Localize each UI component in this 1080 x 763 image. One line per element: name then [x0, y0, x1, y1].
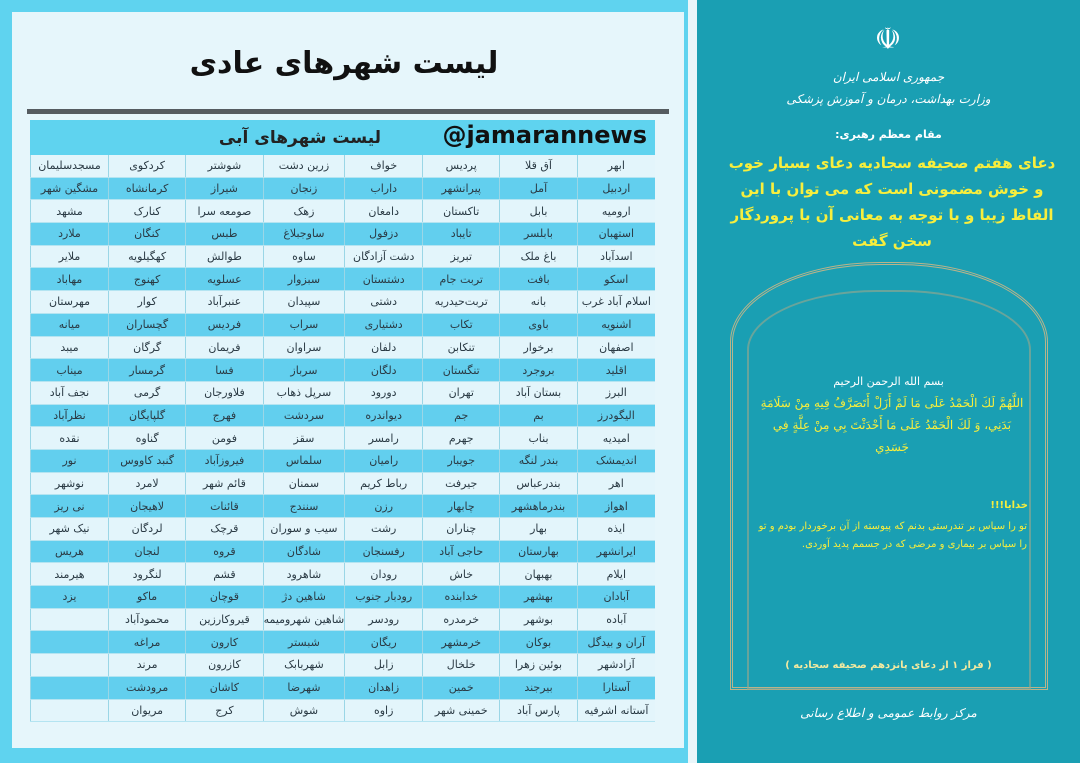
table-row [31, 223, 656, 246]
city-cell: رامیان [345, 449, 423, 472]
city-cell: لاهیجان [108, 495, 185, 518]
city-cell: چابهار [423, 495, 500, 518]
city-cell: دشتی [345, 291, 423, 314]
table-row [31, 359, 656, 382]
persian-translation: تو را سپاس بر تندرستی بدنم که پیوسته از آن برخوردار بودم و تو را سپاس بر بیماری و مرضی که در جسمم پدید آوردی. [758, 521, 1027, 550]
city-cell: کاشان [186, 676, 263, 699]
city-cell: سمنان [263, 472, 345, 495]
city-cell: کنگان [108, 223, 185, 246]
city-cell: گلپایگان [108, 404, 185, 427]
city-cell: قرچک [186, 518, 263, 541]
city-cell: کنارک [108, 200, 185, 223]
city-cell: بهارستان [500, 540, 577, 563]
city-cell: قوچان [186, 586, 263, 609]
city-cell: آمل [500, 177, 577, 200]
city-cell: سلماس [263, 449, 345, 472]
city-cell: ارومیه [577, 200, 655, 223]
city-cell: شاهین دژ [263, 586, 345, 609]
city-cell: فومن [186, 427, 263, 450]
city-cell: میانه [31, 313, 109, 336]
city-cell: خمین [423, 676, 500, 699]
city-cell: رودان [345, 563, 423, 586]
city-cell: تاکستان [423, 200, 500, 223]
city-cell: مرودشت [108, 676, 185, 699]
city-cell: لردگان [108, 518, 185, 541]
city-cell: گنبد کاووس [108, 449, 185, 472]
city-cell: بم [500, 404, 577, 427]
city-cell [31, 699, 109, 722]
city-cell: ساوه [263, 245, 345, 268]
city-cell: دیواندره [345, 404, 423, 427]
city-cell: مریوان [108, 699, 185, 722]
city-cell: رامسر [345, 427, 423, 450]
republic-label: جمهوری اسلامی ایران [832, 70, 945, 84]
city-cell: تنکابن [423, 336, 500, 359]
city-cell: یزد [31, 586, 109, 609]
city-cell: طوالش [186, 245, 263, 268]
city-cell: اردبیل [577, 177, 655, 200]
table-row [31, 427, 656, 450]
table-row [31, 586, 656, 609]
city-cell: بندر لنگه [500, 449, 577, 472]
table-row [31, 540, 656, 563]
page-title: لیست شهرهای عادی [189, 46, 499, 81]
city-cell: عسلویه [186, 268, 263, 291]
city-cell: بستان آباد [500, 381, 577, 404]
city-cell: آران و بیدگل [577, 631, 655, 654]
city-cell: بافت [500, 268, 577, 291]
city-cell: بهبهان [500, 563, 577, 586]
city-cell: اسلام آباد غرب [577, 291, 655, 314]
city-cell: سردشت [263, 404, 345, 427]
city-cell: بهار [500, 518, 577, 541]
city-cell: اندیمشک [577, 449, 655, 472]
city-cell: گرمی [108, 381, 185, 404]
city-cell: برخوار [500, 336, 577, 359]
city-cell: اهواز [577, 495, 655, 518]
table-row [31, 472, 656, 495]
city-cell: تربت جام [423, 268, 500, 291]
city-cell: خمینی شهر [423, 699, 500, 722]
city-cell: البرز [577, 381, 655, 404]
city-cell: بندرماهشهر [500, 495, 577, 518]
city-cell: جم [423, 404, 500, 427]
city-cell: فردیس [186, 313, 263, 336]
city-cell: شهرضا [263, 676, 345, 699]
city-cell: سرپل ذهاب [263, 381, 345, 404]
city-cell: فلاورجان [186, 381, 263, 404]
city-cell: شهربابک [263, 654, 345, 677]
city-cell: ملارد [31, 223, 109, 246]
city-cell: ایذه [577, 518, 655, 541]
city-cell: اسکو [577, 268, 655, 291]
city-cell: استهبان [577, 223, 655, 246]
city-cell: زنجان [263, 177, 345, 200]
city-cell: سراوان [263, 336, 345, 359]
city-cell: کرمانشاه [108, 177, 185, 200]
city-cell: باوی [500, 313, 577, 336]
city-cell: بروجرد [500, 359, 577, 382]
table-row [31, 563, 656, 586]
city-cell: پردیس [423, 155, 500, 177]
city-cell: کازرون [186, 654, 263, 677]
city-cell: شوش [263, 699, 345, 722]
city-cell: بابلسر [500, 223, 577, 246]
city-cell: زاوه [345, 699, 423, 722]
table-row [31, 631, 656, 654]
city-cell: فریمان [186, 336, 263, 359]
city-cell: مشگین شهر [31, 177, 109, 200]
city-cell: صومعه سرا [186, 200, 263, 223]
city-cell: زرین دشت [263, 155, 345, 177]
table-header [30, 120, 655, 155]
city-cell: ملایر [31, 245, 109, 268]
city-cell: مهرستان [31, 291, 109, 314]
city-cell [31, 654, 109, 677]
city-cell: پیرانشهر [423, 177, 500, 200]
city-cell: شوشتر [186, 155, 263, 177]
city-cell: میبد [31, 336, 109, 359]
city-cell: تبریز [423, 245, 500, 268]
city-cell: کردکوی [108, 155, 185, 177]
city-cell: ساوجبلاغ [263, 223, 345, 246]
city-cell: دزفول [345, 223, 423, 246]
city-cell: نیک شهر [31, 518, 109, 541]
city-cell: گناوه [108, 427, 185, 450]
city-cell: چناران [423, 518, 500, 541]
city-cell: آستارا [577, 676, 655, 699]
city-cell: لامرد [108, 472, 185, 495]
city-cell: فهرج [186, 404, 263, 427]
city-cell: خاش [423, 563, 500, 586]
table-row [31, 404, 656, 427]
city-cell: ماکو [108, 586, 185, 609]
city-cell: تهران [423, 381, 500, 404]
city-cell: ایرانشهر [577, 540, 655, 563]
table-row [31, 449, 656, 472]
city-cell: گرگان [108, 336, 185, 359]
city-cell: الیگودرز [577, 404, 655, 427]
table-row [31, 336, 656, 359]
footer-signature: مرکز روابط عمومی و اطلاع رسانی [800, 706, 977, 720]
city-cell: دشت آزادگان [345, 245, 423, 268]
city-cell: شادگان [263, 540, 345, 563]
city-cell: گرمسار [108, 359, 185, 382]
watermark-handle: @jamarannews [442, 121, 647, 149]
city-cell: آبادان [577, 586, 655, 609]
city-cell: داراب [345, 177, 423, 200]
table-row [31, 654, 656, 677]
table-row [31, 518, 656, 541]
city-cell: آق قلا [500, 155, 577, 177]
city-cell: بوشهر [500, 608, 577, 631]
city-cell: قائم شهر [186, 472, 263, 495]
city-cell: نقده [31, 427, 109, 450]
city-cell: امیدیه [577, 427, 655, 450]
city-cell: کهنوج [108, 268, 185, 291]
city-cell: خواف [345, 155, 423, 177]
city-cell: زابل [345, 654, 423, 677]
city-cell: رشت [345, 518, 423, 541]
city-cell: کوار [108, 291, 185, 314]
city-cell: باغ ملک [500, 245, 577, 268]
city-cell: سرباز [263, 359, 345, 382]
table-title: لیست شهرهای آبی [218, 128, 382, 148]
table-row [31, 381, 656, 404]
city-cell: اهر [577, 472, 655, 495]
city-cell: شاهین شهرومیمه [263, 608, 345, 631]
city-cell: نی ریز [31, 495, 109, 518]
title-divider [27, 109, 669, 114]
table-row [31, 495, 656, 518]
city-cell: مرند [108, 654, 185, 677]
city-cell: پارس آباد [500, 699, 577, 722]
quote-label: مقام معظم رهبری: [835, 128, 942, 141]
city-cell: بندرعباس [500, 472, 577, 495]
city-cell: محمودآباد [108, 608, 185, 631]
city-cell: میناب [31, 359, 109, 382]
city-cell: سپیدان [263, 291, 345, 314]
city-cell: آزادشهر [577, 654, 655, 677]
city-cell [31, 608, 109, 631]
city-cell: لنگرود [108, 563, 185, 586]
city-cell: خدابنده [423, 586, 500, 609]
table-row [31, 155, 656, 177]
city-cell: خلخال [423, 654, 500, 677]
city-cell: سقز [263, 427, 345, 450]
city-cell: بوکان [500, 631, 577, 654]
city-cell [31, 631, 109, 654]
table-row [31, 676, 656, 699]
city-cell: دلگان [345, 359, 423, 382]
table-row [31, 291, 656, 314]
table-row [31, 699, 656, 722]
city-cell: ابهر [577, 155, 655, 177]
city-cell: رزن [345, 495, 423, 518]
city-cell: تربت‌حیدریه [423, 291, 500, 314]
city-cell: هریس [31, 540, 109, 563]
city-cell: شیراز [186, 177, 263, 200]
city-cell: هیرمند [31, 563, 109, 586]
city-cell: جویبار [423, 449, 500, 472]
city-cell: رباط کریم [345, 472, 423, 495]
city-cell: دشتستان [345, 268, 423, 291]
prayer-source: ( فراز ۱ از دعای پانزدهم صحیفه سجادیه ) [785, 660, 992, 671]
city-cell: بابل [500, 200, 577, 223]
table-row [31, 608, 656, 631]
cities-table [30, 155, 655, 722]
city-cell: کرج [186, 699, 263, 722]
city-cell: لنجان [108, 540, 185, 563]
city-cell: سیب و سوران [263, 518, 345, 541]
table-row [31, 177, 656, 200]
table-row [31, 245, 656, 268]
city-cell: تکاب [423, 313, 500, 336]
city-cell: مسجدسلیمان [31, 155, 109, 177]
city-cell: زهک [263, 200, 345, 223]
city-cell: جهرم [423, 427, 500, 450]
city-cell: گچساران [108, 313, 185, 336]
table-row [31, 268, 656, 291]
city-cell: نجف آباد [31, 381, 109, 404]
ministry-label: وزارت بهداشت، درمان و آموزش پزشکی [786, 92, 991, 106]
city-cell: اسدآباد [577, 245, 655, 268]
city-cell: رفسنجان [345, 540, 423, 563]
city-cell: دلفان [345, 336, 423, 359]
city-cell: بانه [500, 291, 577, 314]
city-cell: جیرفت [423, 472, 500, 495]
city-cell: مراغه [108, 631, 185, 654]
city-cell: آباده [577, 608, 655, 631]
table-row [31, 313, 656, 336]
bismillah: بسم الله الرحمن الرحيم [833, 375, 944, 388]
city-cell: شاهرود [263, 563, 345, 586]
city-cell: قشم [186, 563, 263, 586]
city-cell: رودبار جنوب [345, 586, 423, 609]
city-cell: دامغان [345, 200, 423, 223]
city-cell: آستانه اشرفیه [577, 699, 655, 722]
ornamental-arch-inner [747, 290, 1031, 690]
city-cell: ایلام [577, 563, 655, 586]
city-cell: اصفهان [577, 336, 655, 359]
city-cell: اقلید [577, 359, 655, 382]
city-cell: فیروزآباد [186, 449, 263, 472]
city-cell: سراب [263, 313, 345, 336]
ministry-poster [697, 0, 1080, 763]
city-cell: بهشهر [500, 586, 577, 609]
city-cell: خرمشهر [423, 631, 500, 654]
khodaya-label: خدایا!!! [990, 500, 1028, 511]
city-cell: شبستر [263, 631, 345, 654]
city-cell: زاهدان [345, 676, 423, 699]
table-row [31, 200, 656, 223]
city-cell: دشتیاری [345, 313, 423, 336]
city-cell: نور [31, 449, 109, 472]
city-cell: بناب [500, 427, 577, 450]
city-cell: بیرجند [500, 676, 577, 699]
city-cell: حاجی آباد [423, 540, 500, 563]
city-cell: کارون [186, 631, 263, 654]
city-cell: کهگیلویه [108, 245, 185, 268]
city-cell: عنبرآباد [186, 291, 263, 314]
city-cell: تنگستان [423, 359, 500, 382]
city-cell: سنندج [263, 495, 345, 518]
city-cell: خرمدره [423, 608, 500, 631]
iran-emblem-icon: ☫ [874, 22, 902, 57]
city-cell: مشهد [31, 200, 109, 223]
city-cell: نوشهر [31, 472, 109, 495]
city-cell: بوئین زهرا [500, 654, 577, 677]
leader-quote: دعای هفتم صحیفه سجادیه دعای بسیار خوب و خوش مضمونی است که می توان با این الفاظ زیبا و با توجه به معانی آن با پروردگار سخن گفت [728, 154, 1056, 250]
city-cell: اشنویه [577, 313, 655, 336]
city-cell: طبس [186, 223, 263, 246]
city-cell: دورود [345, 381, 423, 404]
city-cell: قیروکارزین [186, 608, 263, 631]
city-cell: قروه [186, 540, 263, 563]
city-cell [31, 676, 109, 699]
city-cell: نظرآباد [31, 404, 109, 427]
city-cell: سبزوار [263, 268, 345, 291]
city-cell: رودسر [345, 608, 423, 631]
arabic-prayer: اللَّهُمَّ لَكَ الْحَمْدُ عَلَى مَا لَمْ أَزَلْ أَتَصَرَّفُ فِيهِ مِنْ سَلَامَةِ بَدَنِي، وَ لَكَ الْحَمْدُ عَلَى مَا أَحْدَثْتَ بِي مِنْ عِلَّةٍ فِي جَسَدِي [760, 396, 1024, 454]
city-cell: مهاباد [31, 268, 109, 291]
city-cell: فسا [186, 359, 263, 382]
city-cell: تایباد [423, 223, 500, 246]
city-cell: ریگان [345, 631, 423, 654]
city-cell: قائنات [186, 495, 263, 518]
